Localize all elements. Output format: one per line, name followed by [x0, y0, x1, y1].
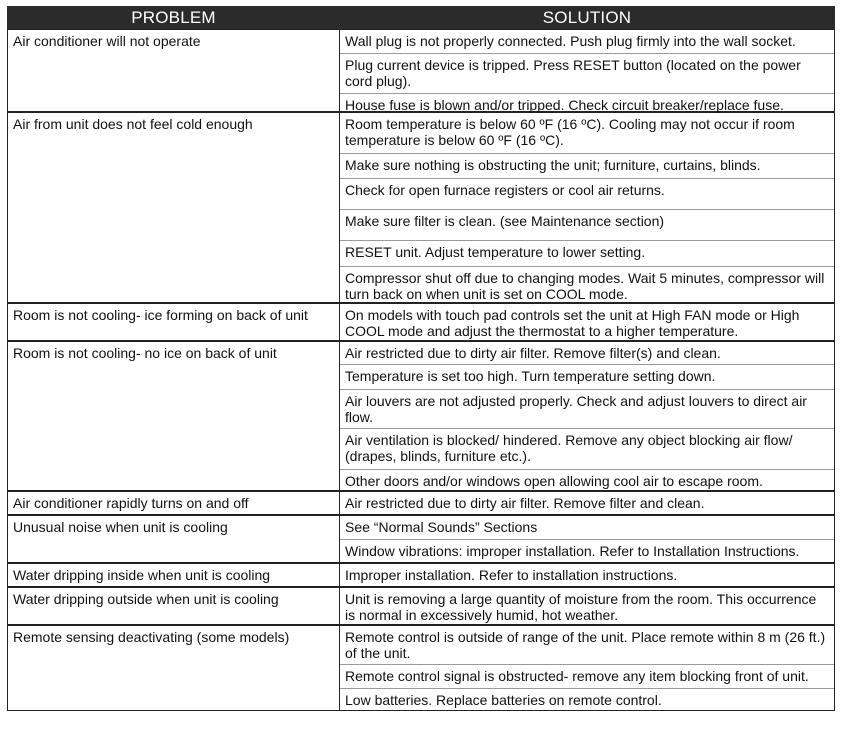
problem-cell: Room is not cooling- no ice on back of unit: [8, 341, 340, 491]
problem-cell: Air conditioner will not operate: [8, 30, 340, 113]
table-row: [8, 515, 835, 563]
problem-cell: Air conditioner rapidly turns on and off: [8, 491, 340, 515]
solution-item: Remote control signal is obstructed- remove any item blocking front of unit.: [340, 664, 834, 688]
problem-cell: Water dripping inside when unit is cooling: [8, 563, 340, 587]
solution-item: Improper installation. Refer to installation instructions.: [345, 567, 678, 583]
table-row: [8, 30, 835, 113]
solution-cell: [340, 30, 835, 113]
table-row: [8, 112, 835, 303]
solution-column-header: SOLUTION: [340, 6, 835, 30]
solution-item: On models with touch pad controls set the unit at High FAN mode or High COOL mode and adjust the thermostat to a higher temperature.: [345, 307, 800, 339]
table-body: [8, 30, 835, 711]
solution-item: Other doors and/or windows open allowing cool air to escape room.: [340, 469, 834, 490]
problem-column-header: PROBLEM: [8, 6, 340, 30]
solution-item: Low batteries. Replace batteries on remote control.: [340, 688, 834, 710]
solution-cell: [340, 341, 835, 491]
solution-item: House fuse is blown and/or tripped. Check circuit breaker/replace fuse.: [340, 93, 834, 111]
problem-cell: Remote sensing deactivating (some models): [8, 625, 340, 711]
solution-item: Plug current device is tripped. Press RESET button (located on the power cord plug).: [340, 53, 834, 93]
problem-cell: Water dripping outside when unit is cooling: [8, 587, 340, 625]
solution-item: Temperature is set too high. Turn temperature setting down.: [340, 364, 834, 389]
solution-item: Air ventilation is blocked/ hindered. Remove any object blocking air flow/ (drapes, blinds, furniture etc.).: [340, 428, 834, 469]
solution-item: Unit is removing a large quantity of moisture from the room. This occurrence is normal in excessively humid, hot weather.: [345, 591, 817, 623]
solution-item: RESET unit. Adjust temperature to lower setting.: [340, 240, 834, 266]
solution-item: Air louvers are not adjusted properly. Check and adjust louvers to direct air flow.: [340, 389, 834, 428]
troubleshooting-table: [7, 6, 835, 711]
solution-item: Check for open furnace registers or cool air returns.: [340, 178, 834, 209]
solution-item: Wall plug is not properly connected. Push plug firmly into the wall socket.: [345, 33, 796, 49]
solution-cell: [340, 587, 835, 625]
table-row: [8, 491, 835, 515]
header-row: [8, 6, 835, 30]
table-row: [8, 303, 835, 341]
solution-item: Window vibrations: improper installation. Refer to Installation Instructions.: [340, 539, 834, 562]
solution-item: Room temperature is below 60 ºF (16 ºC). Cooling may not occur if room temperature is below 60 ºF (16 ºC).: [345, 116, 795, 148]
solution-item: Compressor shut off due to changing modes. Wait 5 minutes, compressor will turn back on when unit is set on COOL mode.: [340, 266, 834, 302]
table-row: [8, 341, 835, 491]
table-row: [8, 587, 835, 625]
solution-item: See “Normal Sounds” Sections: [345, 519, 538, 535]
solution-item: Air restricted due to dirty air filter. Remove filter(s) and clean.: [345, 345, 721, 361]
table-row: [8, 563, 835, 587]
solution-item: Remote control is outside of range of the unit. Place remote within 8 m (26 ft.) of the unit.: [345, 629, 826, 661]
problem-cell: Unusual noise when unit is cooling: [8, 515, 340, 563]
solution-cell: [340, 625, 835, 711]
solution-cell: [340, 563, 835, 587]
problem-cell: Room is not cooling- ice forming on back of unit: [8, 303, 340, 341]
solution-item: Air restricted due to dirty air filter. Remove filter and clean.: [345, 495, 705, 511]
solution-item: Make sure filter is clean. (see Maintenance section): [340, 209, 834, 240]
solution-item: Make sure nothing is obstructing the unit; furniture, curtains, blinds.: [340, 153, 834, 178]
solution-cell: [340, 515, 835, 563]
solution-cell: [340, 491, 835, 515]
solution-cell: [340, 112, 835, 303]
table-row: [8, 625, 835, 711]
problem-cell: Air from unit does not feel cold enough: [8, 112, 340, 303]
solution-cell: [340, 303, 835, 341]
